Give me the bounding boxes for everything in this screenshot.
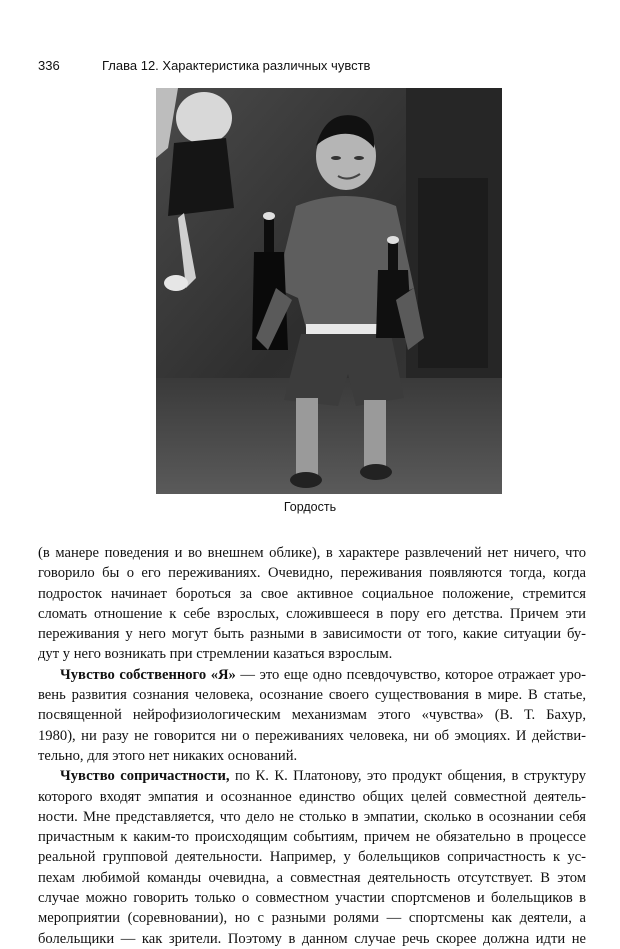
p1-line: говорило бы о его переживаниях. Очевидно, переживания появляются тогда, когда bbox=[38, 565, 586, 582]
p1-line: сломать отношение к себе взрослых, сложившееся в пору его детства. Причем эти bbox=[38, 605, 586, 622]
chapter-title: Глава 12. Характеристика различных чувств bbox=[102, 58, 371, 73]
p1-line: (в манере поведения и во внешнем облике), в характере развлечений нет ничего, что bbox=[38, 545, 586, 561]
p3-line: мероприятии (соревновании), но с разными ролями — спортсмены как деятели, а bbox=[38, 910, 586, 927]
p1-line: подросток начинает бороться за свое активное социальное положение, стремится bbox=[38, 585, 586, 602]
p1-line: дут у него возникать при стремлении казаться взрослым. bbox=[38, 646, 393, 663]
p3-term: Чувство сопричастности, bbox=[60, 768, 230, 785]
p3-line: ности. Мне представляется, что дело не столько в эмпатии, сколько в осознании себя bbox=[38, 808, 586, 825]
p3-line: реальной групповой деятельности. Например, у болельщиков сопричастность к ус- bbox=[38, 849, 586, 866]
p3-first-line bbox=[38, 766, 586, 786]
p1-line: переживания у него могут быть разными в зависимости от того, какие ситуации бу- bbox=[38, 626, 586, 643]
page-number: 336 bbox=[38, 58, 60, 73]
figure-caption: Гордость bbox=[283, 500, 337, 514]
p2-line: тельно, для этого нет никаких оснований. bbox=[38, 747, 298, 764]
p2-first-line bbox=[38, 665, 586, 685]
p3-line: причастным к каким-то происходящим событиям, причем не обязательно в процессе bbox=[38, 829, 586, 846]
photo-boy-with-bottles-icon bbox=[156, 88, 502, 494]
figure-photo bbox=[156, 88, 502, 494]
p2-line: посвященной нейрофизиологическим механизмам этого «чувства» (В. Т. Бахур, bbox=[38, 707, 586, 724]
p3-line: пехам любимой команды очевидна, а совместная деятельность отсутствует. В этом bbox=[38, 869, 586, 886]
p2-line: 1980), ни разу не говорится ни о переживаниях человека, ни об эмоциях. И действи- bbox=[38, 727, 586, 744]
p2-line: вень развития сознания человека, осознание своего существования в мире. В статье, bbox=[38, 687, 586, 704]
running-head bbox=[38, 58, 370, 73]
p3-line: по К. К. Платонову, это продукт общения, в структуру bbox=[229, 768, 587, 785]
p3-line: болельщики — как зрители. Поэтому в данном случае речь скорее должна идти не bbox=[38, 930, 586, 947]
p3-line: которого входят эмпатия и осознанное единство общих целей совместной деятель- bbox=[38, 788, 586, 805]
p3-line: случае можно говорить только о совместном участии спортсменов и болельщиков в bbox=[38, 890, 586, 907]
body-text bbox=[38, 543, 586, 949]
p2-term: Чувство собственного «Я» bbox=[60, 666, 236, 683]
p2-line: — это еще одно псевдочувство, которое отражает уро- bbox=[235, 666, 586, 683]
